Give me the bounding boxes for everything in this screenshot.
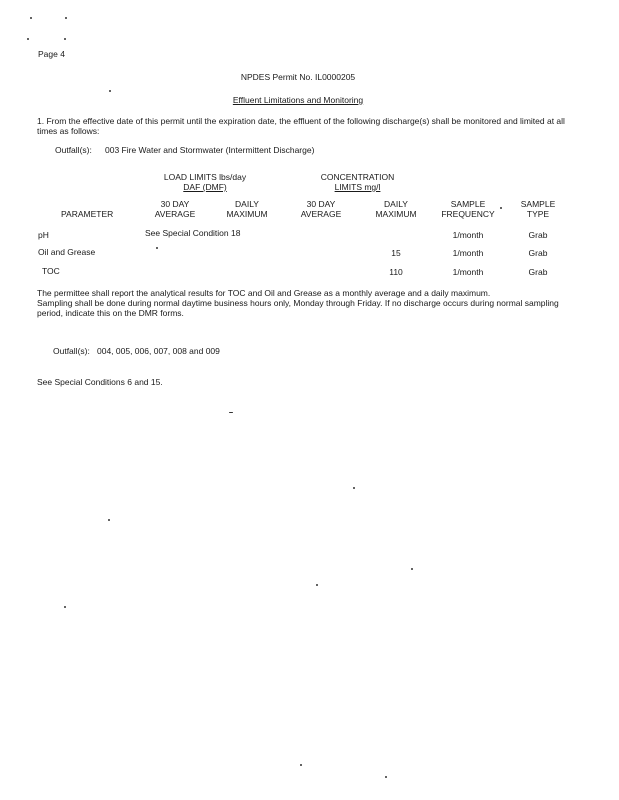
col-conc-daily-line1: DAILY — [384, 199, 408, 209]
col-conc-30day-line2: AVERAGE — [300, 209, 342, 219]
col-sample-type-line2: TYPE — [526, 209, 550, 219]
load-limits-header — [150, 172, 260, 192]
col-sample-type — [512, 199, 564, 219]
row-type: Grab — [528, 248, 548, 258]
outfall-003-description: 003 Fire Water and Stormwater (Intermittent Discharge) — [105, 145, 315, 155]
report-note — [37, 288, 577, 318]
scan-speck — [300, 764, 302, 766]
row-parameter: Oil and Grease — [38, 247, 96, 257]
col-sample-frequency-line1: SAMPLE — [450, 199, 486, 209]
page-number: Page 4 — [38, 49, 65, 59]
col-conc-30day-line1: 30 DAY — [306, 199, 336, 209]
report-note-line: The permittee shall report the analytical results for TOC and Oil and Grease as a monthly average and a daily maximum. — [37, 288, 491, 298]
col-sample-frequency — [433, 199, 503, 219]
col-sample-type-line1: SAMPLE — [520, 199, 556, 209]
row-frequency: 1/month — [452, 267, 484, 277]
col-load-daily-line2: MAXIMUM — [226, 209, 268, 219]
outfall-label: Outfall(s): — [55, 145, 92, 155]
scan-speck — [229, 412, 233, 413]
scan-speck — [64, 606, 66, 608]
concentration-header — [300, 172, 415, 192]
section-title: Effluent Limitations and Monitoring — [232, 95, 364, 105]
col-conc-daily-line2: MAXIMUM — [375, 209, 417, 219]
row-conc-daily: 110 — [389, 267, 403, 277]
col-parameter: PARAMETER — [61, 209, 114, 219]
row-frequency: 1/month — [452, 248, 484, 258]
row-frequency: 1/month — [452, 230, 484, 240]
scan-speck — [27, 38, 29, 40]
outfall-list: 004, 005, 006, 007, 008 and 009 — [97, 346, 220, 356]
scan-speck — [64, 38, 66, 40]
col-load-daily — [215, 199, 279, 219]
col-load-30day — [143, 199, 207, 219]
concentration-label: CONCENTRATION — [320, 172, 395, 182]
scan-speck — [156, 247, 158, 249]
row-conc-daily: 15 — [391, 248, 401, 258]
sampling-note: Sampling shall be done during normal daytime business hours only, Monday through Friday. If no discharge occurs during normal sampling period, indicate this on the DMR forms. — [37, 298, 559, 318]
load-limits-label: LOAD LIMITS lbs/day — [163, 172, 247, 182]
row-type: Grab — [528, 230, 548, 240]
scan-speck — [411, 568, 413, 570]
scan-speck — [385, 776, 387, 778]
row-parameter: TOC — [42, 266, 60, 276]
scan-speck — [353, 487, 355, 489]
col-load-daily-line1: DAILY — [235, 199, 259, 209]
load-limits-unit: DAF (DMF) — [183, 182, 227, 192]
col-load-30day-line1: 30 DAY — [160, 199, 190, 209]
special-conditions-note: See Special Conditions 6 and 15. — [37, 377, 163, 387]
col-conc-daily — [364, 199, 428, 219]
concentration-unit: LIMITS mg/l — [334, 182, 381, 192]
col-sample-frequency-line2: FREQUENCY — [441, 209, 495, 219]
scan-speck — [316, 584, 318, 586]
scan-speck — [109, 90, 111, 92]
outfall-label: Outfall(s): — [53, 346, 90, 356]
col-conc-30day — [289, 199, 353, 219]
row-parameter: pH — [38, 230, 49, 240]
permit-number: NPDES Permit No. IL0000205 — [240, 72, 356, 82]
scan-speck — [30, 17, 32, 19]
intro-paragraph: 1. From the effective date of this permit until the expiration date, the effluent of the following discharge(s) shall be monitored and limited at all times as follows: — [37, 116, 565, 136]
row-type: Grab — [528, 267, 548, 277]
col-load-30day-line2: AVERAGE — [154, 209, 196, 219]
row-note: See Special Condition 18 — [145, 228, 241, 238]
scan-speck — [65, 17, 67, 19]
scan-speck — [108, 519, 110, 521]
